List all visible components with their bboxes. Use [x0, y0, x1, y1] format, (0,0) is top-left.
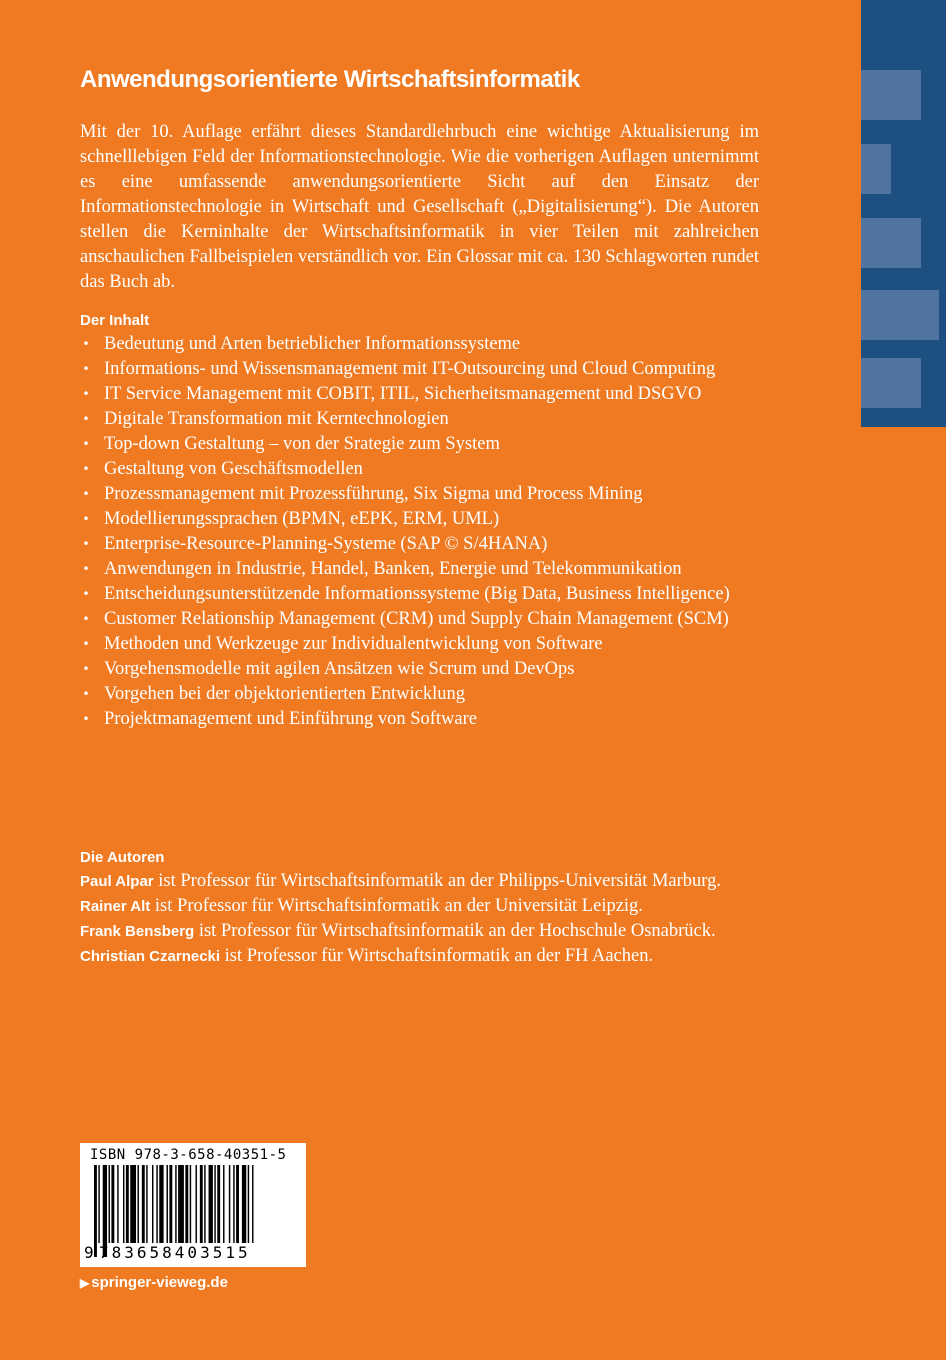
- contents-item-text: Enterprise-Resource-Planning-Systeme (SAP © S/4HANA): [104, 534, 548, 554]
- contents-item-text: Entscheidungsunterstützende Informationssysteme (Big Data, Business Intelligence): [104, 584, 730, 604]
- contents-item: [80, 482, 760, 507]
- barcode-bar: [233, 1165, 234, 1243]
- barcode-bar: [126, 1165, 129, 1243]
- strip-block: [861, 290, 939, 340]
- barcode-bar: [111, 1165, 114, 1243]
- bullet-icon: •: [82, 437, 90, 451]
- barcode-bar: [178, 1165, 184, 1243]
- author-description: ist Professor für Wirtschaftsinformatik an der Philipps-Universität Marburg.: [153, 871, 721, 891]
- barcode-bar: [123, 1165, 124, 1243]
- contents-item: [80, 457, 760, 482]
- barcode-bar: [167, 1165, 168, 1243]
- contents-list: [80, 332, 760, 732]
- contents-item-text: Informations- und Wissensmanagement mit IT-Outsourcing und Cloud Computing: [104, 359, 716, 379]
- barcode-bar: [214, 1165, 215, 1243]
- contents-item-text: Methoden und Werkzeuge zur Individualentwicklung von Software: [104, 634, 603, 654]
- strip-block: [861, 70, 921, 120]
- arrow-right-icon: ▶: [80, 1276, 90, 1290]
- contents-item-text: Vorgehensmodelle mit agilen Ansätzen wie Scrum und DevOps: [104, 659, 575, 679]
- contents-item-text: Anwendungen in Industrie, Handel, Banken, Energie und Telekommunikation: [104, 559, 682, 579]
- barcode-bar: [109, 1165, 110, 1243]
- author-description: ist Professor für Wirtschaftsinformatik an der Hochschule Osnabrück.: [194, 921, 716, 941]
- publisher-url: springer-vieweg.de: [91, 1274, 228, 1291]
- barcode-bar: [217, 1165, 220, 1243]
- barcode-bar: [159, 1165, 163, 1243]
- contents-item: [80, 582, 760, 607]
- contents-item-text: Prozessmanagement mit Prozessführung, Six Sigma und Process Mining: [104, 484, 643, 504]
- author-description: ist Professor für Wirtschaftsinformatik an der FH Aachen.: [220, 946, 654, 966]
- contents-item-text: Modellierungssprachen (BPMN, eEPK, ERM, UML): [104, 509, 500, 529]
- bullet-icon: •: [82, 412, 90, 426]
- bullet-icon: •: [82, 337, 90, 351]
- bullet-icon: •: [82, 562, 90, 576]
- author-description: ist Professor für Wirtschaftsinformatik an der Universität Leipzig.: [150, 896, 643, 916]
- bullet-icon: •: [82, 512, 90, 526]
- decorative-side-strip: [861, 0, 946, 427]
- contents-item-text: Bedeutung und Arten betrieblicher Informationssysteme: [104, 334, 521, 354]
- bullet-icon: •: [82, 612, 90, 626]
- barcode-bar: [175, 1165, 176, 1243]
- barcode-bar: [190, 1165, 191, 1243]
- barcode-bar: [204, 1165, 205, 1243]
- authors-heading: Die Autoren: [80, 849, 165, 866]
- contents-item-text: Vorgehen bei der objektorientierten Entwicklung: [104, 684, 465, 704]
- bullet-icon: •: [82, 637, 90, 651]
- barcode: [80, 1143, 306, 1267]
- barcode-bar: [248, 1165, 249, 1243]
- bullet-icon: •: [82, 687, 90, 701]
- bullet-icon: •: [82, 662, 90, 676]
- barcode-bar: [209, 1165, 213, 1243]
- author-row: [80, 869, 780, 894]
- strip-block: [861, 144, 891, 194]
- barcode-bar: [200, 1165, 203, 1243]
- contents-item: [80, 382, 760, 407]
- contents-item: [80, 357, 760, 382]
- author-name: Frank Bensberg: [80, 923, 195, 940]
- bullet-icon: •: [82, 362, 90, 376]
- bullet-icon: •: [82, 462, 90, 476]
- bullet-icon: •: [82, 587, 90, 601]
- strip-block: [861, 218, 921, 268]
- author-row: [80, 944, 780, 969]
- barcode-bar: [98, 1165, 99, 1243]
- author-name: Christian Czarnecki: [80, 948, 221, 965]
- barcode-bar: [146, 1165, 147, 1243]
- author-row: [80, 919, 780, 944]
- contents-item: [80, 532, 760, 557]
- barcode-bar: [169, 1165, 172, 1243]
- barcode-bar: [242, 1165, 246, 1243]
- barcode-bar: [130, 1165, 136, 1243]
- barcode-bar: [152, 1165, 153, 1243]
- barcode-bar: [138, 1165, 139, 1243]
- author-row: [80, 894, 780, 919]
- contents-item: [80, 632, 760, 657]
- contents-item: [80, 557, 760, 582]
- contents-item-text: Gestaltung von Geschäftsmodellen: [104, 459, 363, 479]
- contents-item: [80, 432, 760, 457]
- bullet-icon: •: [82, 712, 90, 726]
- barcode-bar: [156, 1165, 157, 1243]
- intro-paragraph: Mit der 10. Auflage erfährt dieses Standardlehrbuch eine wichtige Aktualisierung im schnelllebigen Feld der Informationstechnologie. Wie die vorherigen Auflagen unternimmt es eine umfassende anwendungsorientierte Sicht auf den Einsatz der Informationstechnologie in Wirtschaft und Gesellschaft („Digitalisierung“). Die Autoren stellen die Kerninhalte der Wirtschaftsinformatik in vier Teilen mit zahlreichen anschaulichen Fallbeispielen verständlich vor. Ein Glossar mit ca. 130 Schlagworten rundet das Buch ab.: [80, 122, 759, 292]
- isbn-label: ISBN 978-3-658-40351-5: [90, 1147, 287, 1163]
- contents-item: [80, 657, 760, 682]
- contents-item-text: Projektmanagement und Einführung von Software: [104, 709, 477, 729]
- ean-first-digit: 9: [84, 1243, 94, 1262]
- author-name: Rainer Alt: [80, 898, 151, 915]
- contents-item-text: Digitale Transformation mit Kerntechnologien: [104, 409, 449, 429]
- contents-item-text: Customer Relationship Management (CRM) und Supply Chain Management (SCM): [104, 609, 729, 629]
- contents-item-text: Top-down Gestaltung – von der Srategie zum System: [104, 434, 500, 454]
- barcode-bar: [117, 1165, 118, 1243]
- barcode-bar: [94, 1165, 97, 1257]
- barcode-bar: [185, 1165, 188, 1243]
- book-title: Anwendungsorientierte Wirtschaftsinformatik: [80, 66, 580, 93]
- contents-item: [80, 407, 760, 432]
- contents-item: [80, 607, 760, 632]
- contents-item: [80, 682, 760, 707]
- contents-item: [80, 507, 760, 532]
- contents-item: [80, 707, 760, 732]
- barcode-bar: [252, 1165, 253, 1243]
- barcode-bar: [236, 1165, 239, 1243]
- ean-digits: 783658403515: [99, 1243, 251, 1262]
- strip-block: [861, 358, 921, 408]
- authors-list: [80, 869, 780, 969]
- publisher-link[interactable]: [80, 1270, 228, 1296]
- bullet-icon: •: [82, 537, 90, 551]
- contents-item: [80, 332, 760, 357]
- barcode-bar: [229, 1165, 230, 1243]
- bullet-icon: •: [82, 387, 90, 401]
- author-name: Paul Alpar: [80, 873, 154, 890]
- barcode-bar: [142, 1165, 145, 1243]
- barcode-bar: [223, 1165, 224, 1243]
- bullet-icon: •: [82, 487, 90, 501]
- barcode-bar: [196, 1165, 197, 1243]
- contents-item-text: IT Service Management mit COBIT, ITIL, Sicherheitsmanagement und DSGVO: [104, 384, 702, 404]
- contents-heading: Der Inhalt: [80, 312, 150, 329]
